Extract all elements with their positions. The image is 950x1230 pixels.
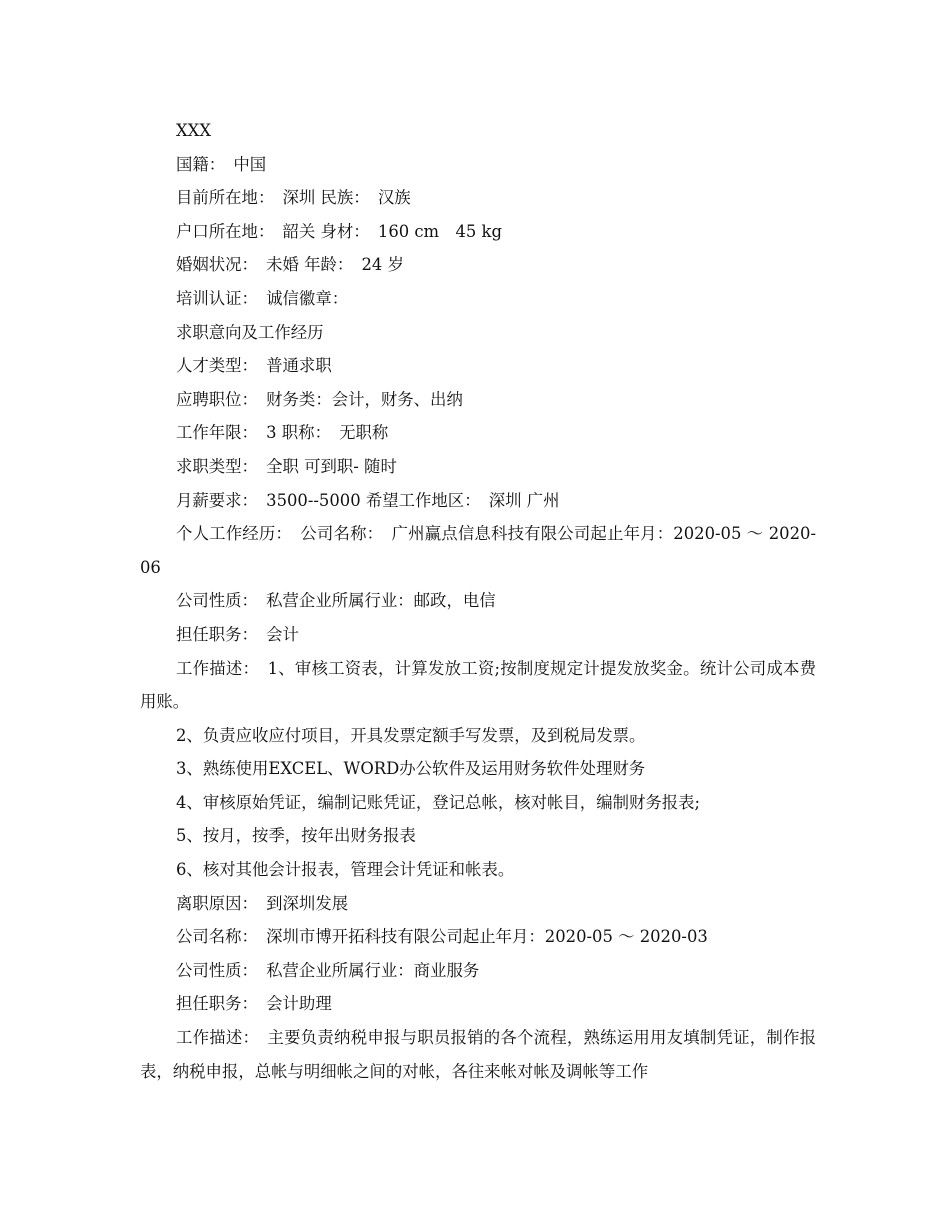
leave-reason-line: 离职原因： 到深圳发展	[176, 893, 349, 913]
company-2-nature-line: 公司性质： 私营企业所属行业：商业服务	[176, 960, 480, 980]
company-2-description-line: 工作描述： 主要负责纳税申报与职员报销的各个流程，熟练运用用友填制凭证，制作报表，纳税申报，总帐与明细帐之间的对帐，各往来帐对帐及调帐等工作	[140, 1028, 816, 1081]
location-ethnicity-line: 目前所在地： 深圳 民族： 汉族	[176, 188, 411, 208]
company-2-name-line: 公司名称： 深圳市博开拓科技有限公司起止年月：2020-05 ～ 2020-03	[176, 927, 708, 947]
certification-line: 培训认证： 诚信徽章：	[176, 288, 349, 308]
company-1-nature-line: 公司性质： 私营企业所属行业：邮政，电信	[176, 591, 496, 611]
section-heading-job-intent: 求职意向及工作经历	[176, 322, 324, 342]
company-1-role-line: 担任职务： 会计	[176, 624, 299, 644]
hukou-body-line: 户口所在地： 韶关 身材： 160 cm 45 kg	[176, 221, 502, 241]
duty-item-6: 6、核对其他会计报表，管理会计凭证和帐表。	[176, 860, 515, 880]
work-years-title-line: 工作年限： 3 职称： 无职称	[176, 423, 389, 443]
marital-age-line: 婚姻状况： 未婚 年龄： 24 岁	[176, 255, 404, 275]
duty-item-5: 5、按月，按季，按年出财务报表	[176, 826, 416, 846]
job-type-line: 求职类型： 全职 可到职- 随时	[176, 456, 397, 476]
company-1-description-line: 工作描述： 1、审核工资表，计算发放工资;按制度规定计提发放奖金。统计公司成本费用账。	[140, 658, 816, 712]
work-history-company-1-line: 个人工作经历： 公司名称： 广州赢点信息科技有限公司起止年月：2020-05 ～ 2020-06	[140, 524, 816, 577]
company-2-role-line: 担任职务： 会计助理	[176, 994, 332, 1014]
document-body	[140, 114, 816, 1088]
duty-item-2: 2、负责应收应付项目，开具发票定额手写发票，及到税局发票。	[176, 725, 646, 745]
applied-position-line: 应聘职位： 财务类：会计，财务、出纳	[176, 389, 463, 409]
resume-name: XXX	[176, 121, 212, 140]
salary-location-line: 月薪要求： 3500--5000 希望工作地区： 深圳 广州	[176, 490, 560, 510]
duty-item-4: 4、审核原始凭证，编制记账凭证，登记总帐，核对帐目，编制财务报表;	[176, 792, 701, 812]
talent-type-line: 人才类型： 普通求职	[176, 356, 332, 376]
duty-item-3: 3、熟练使用EXCEL、WORD办公软件及运用财务软件处理财务	[176, 759, 646, 779]
nationality-line: 国籍： 中国	[176, 154, 267, 174]
